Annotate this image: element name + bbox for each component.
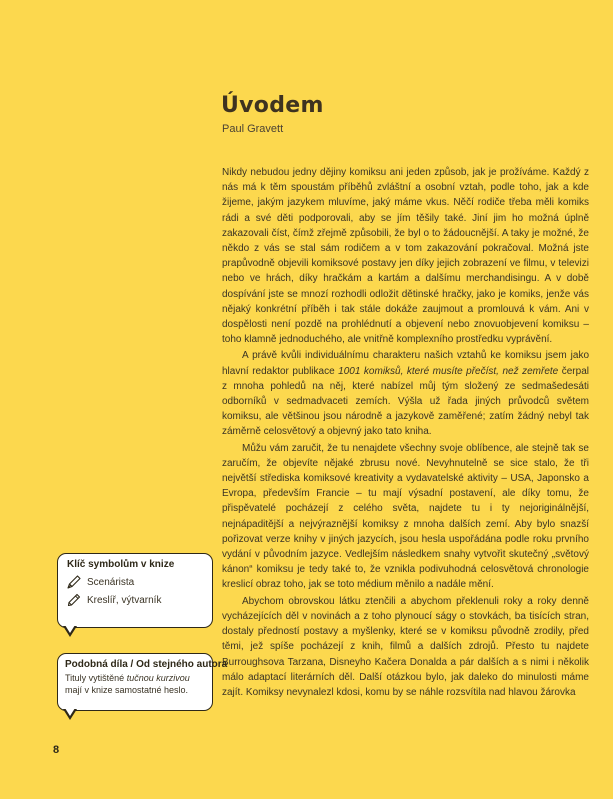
pencil-icon xyxy=(67,593,81,607)
legend-item-artist xyxy=(67,593,203,607)
legend-callout-tail xyxy=(63,626,77,637)
note-title: Podobná díla / Od stejného autora xyxy=(65,659,228,670)
note-callout-tail xyxy=(63,709,77,720)
page-number: 8 xyxy=(53,744,60,756)
body-paragraph-2 xyxy=(222,348,589,439)
fountain-pen-icon xyxy=(67,575,81,589)
legend-item-scenarist xyxy=(67,575,203,589)
body-paragraph-1: Nikdy nebudou jedny dějiny komiksu ani jeden způsob, jak je prožíváme. Každý z nás má k těm spoustám příběhů zvláštní a osobní vztah, podle toho, jak a kde žijeme, jakým jazykem mluvíme, jaký máme vkus. Něčí rodiče třeba měli komiks rádi a své děti podporovali, aby se jím těšily také. Jiní jim ho možná úplně zakazovali číst, čímž zřejmě způsobili, že byl o to žádoucnější. A taky je možné, že někdo z vás se stal sám rodičem a v tom zakazování pokračoval. Možná jste prapůvodně objevili komiksové postavy jen díky jejich zobrazení ve filmu, v televizi nebo ve hrách, díky hračkám a kartám a dalšímu merchandisingu. A v době dospívání jste se mnozí rozhodli odložit dětinské hračky, jako je komiks, jenže vás nějaký konkrétní příběh i tak stále dokáže zaujmout a promlouvá k vám. Ani v dospělosti není pozdě na prohlédnutí a objevení nebo znovuobjevení komiksu – toho klamně jednoduchého, ale vnitřně komplexního prostředku vyprávění. xyxy=(222,167,589,346)
body-paragraph-2-start: A právě kvůli individuálnímu charakteru našich vztahů ke komiksu jsem jako hlavní redaktor publikace xyxy=(222,350,589,377)
legend-title: Klíč symbolům v knize xyxy=(67,559,175,570)
legend-label-scenarist: Scenárista xyxy=(87,576,135,588)
legend-callout xyxy=(57,553,213,628)
note-description-end: mají v knize samostatné heslo. xyxy=(65,685,189,695)
body-paragraph-3: Můžu vám zaručit, že tu nenajdete všechny svoje oblíbence, ale stejně tak se zaručím, že objevíte nějaké zbrusu nové. Nevyhnutelně se sice stalo, že tři největší střediska komiksové kreativity a vydavatelské aktivity – USA, Japonsko a Evropa, především Francie – tu mají výsadní postavení, ale díky tomu, že přispěvatelé pocházejí z celého světa, najdete tu i ty nejoriginálnější, nejnápaditější a nejvýraznější komiksy z mnoha dalších zemí. Aby bylo snazší pořizovat verze knihy v jiných jazycích, jsou hesla uspořádána podle roku prvního vydání v původním jazyce. Vedlejším následkem snahy vytvořit skutečný „světový kánon“ komiksu je tedy také to, že vznikla podivuhodná celosvětová chronologie kreslicí obraz toho, jak se toto médium měnilo a nadále mění. xyxy=(222,442,589,591)
legend-label-artist: Kreslíř, výtvarník xyxy=(87,594,162,606)
note-description-italic: tučnou kurzivou xyxy=(126,673,190,683)
book-title-italic: 1001 komiksů, které musíte přečíst, než zemřete xyxy=(338,365,559,377)
note-description-start: Tituly vytištěné xyxy=(65,673,127,683)
chapter-title: Úvodem xyxy=(221,93,324,118)
chapter-author: Paul Gravett xyxy=(222,123,284,135)
body-paragraph-2-end: čerpal z mnoha pohledů na něj, které nabízel můj tým složený ze sedmašedesáti odborníků v sedmadvaceti zemích. Výšla už řada jiných průvodců světem komiksu, ale většinou jsou národně a jazykově zaměřené; zatím žádný nebyl tak záměrně celosvětový a objevný jako tato kniha. xyxy=(222,365,589,438)
body-paragraph-4: Abychom obrovskou látku ztenčili a abychom překlenuli roky a roky denně vycházejících děl v novinách a z toho plynoucí ságy o stovkách, ba tisících stran, dostaly předností postavy a myšlenky, které se v komiksu původně zrodily, před těmi, jež spíše pocházejí z knih, filmů a dalších zdrojů. Přesto tu najdete Burroughsova Tarzana, Disneyho Kačera Donalda a pár dalších a s nimi i několik málo adaptací literárních děl. Další otázkou bylo, jak daleko do minulosti máme zajít. Komiksy nevynalezl kdosi, komu by se náhle rozsvítila nad hlavou žárovka xyxy=(222,595,589,698)
note-callout xyxy=(57,653,228,711)
note-description xyxy=(65,672,205,696)
body-text xyxy=(222,165,589,700)
